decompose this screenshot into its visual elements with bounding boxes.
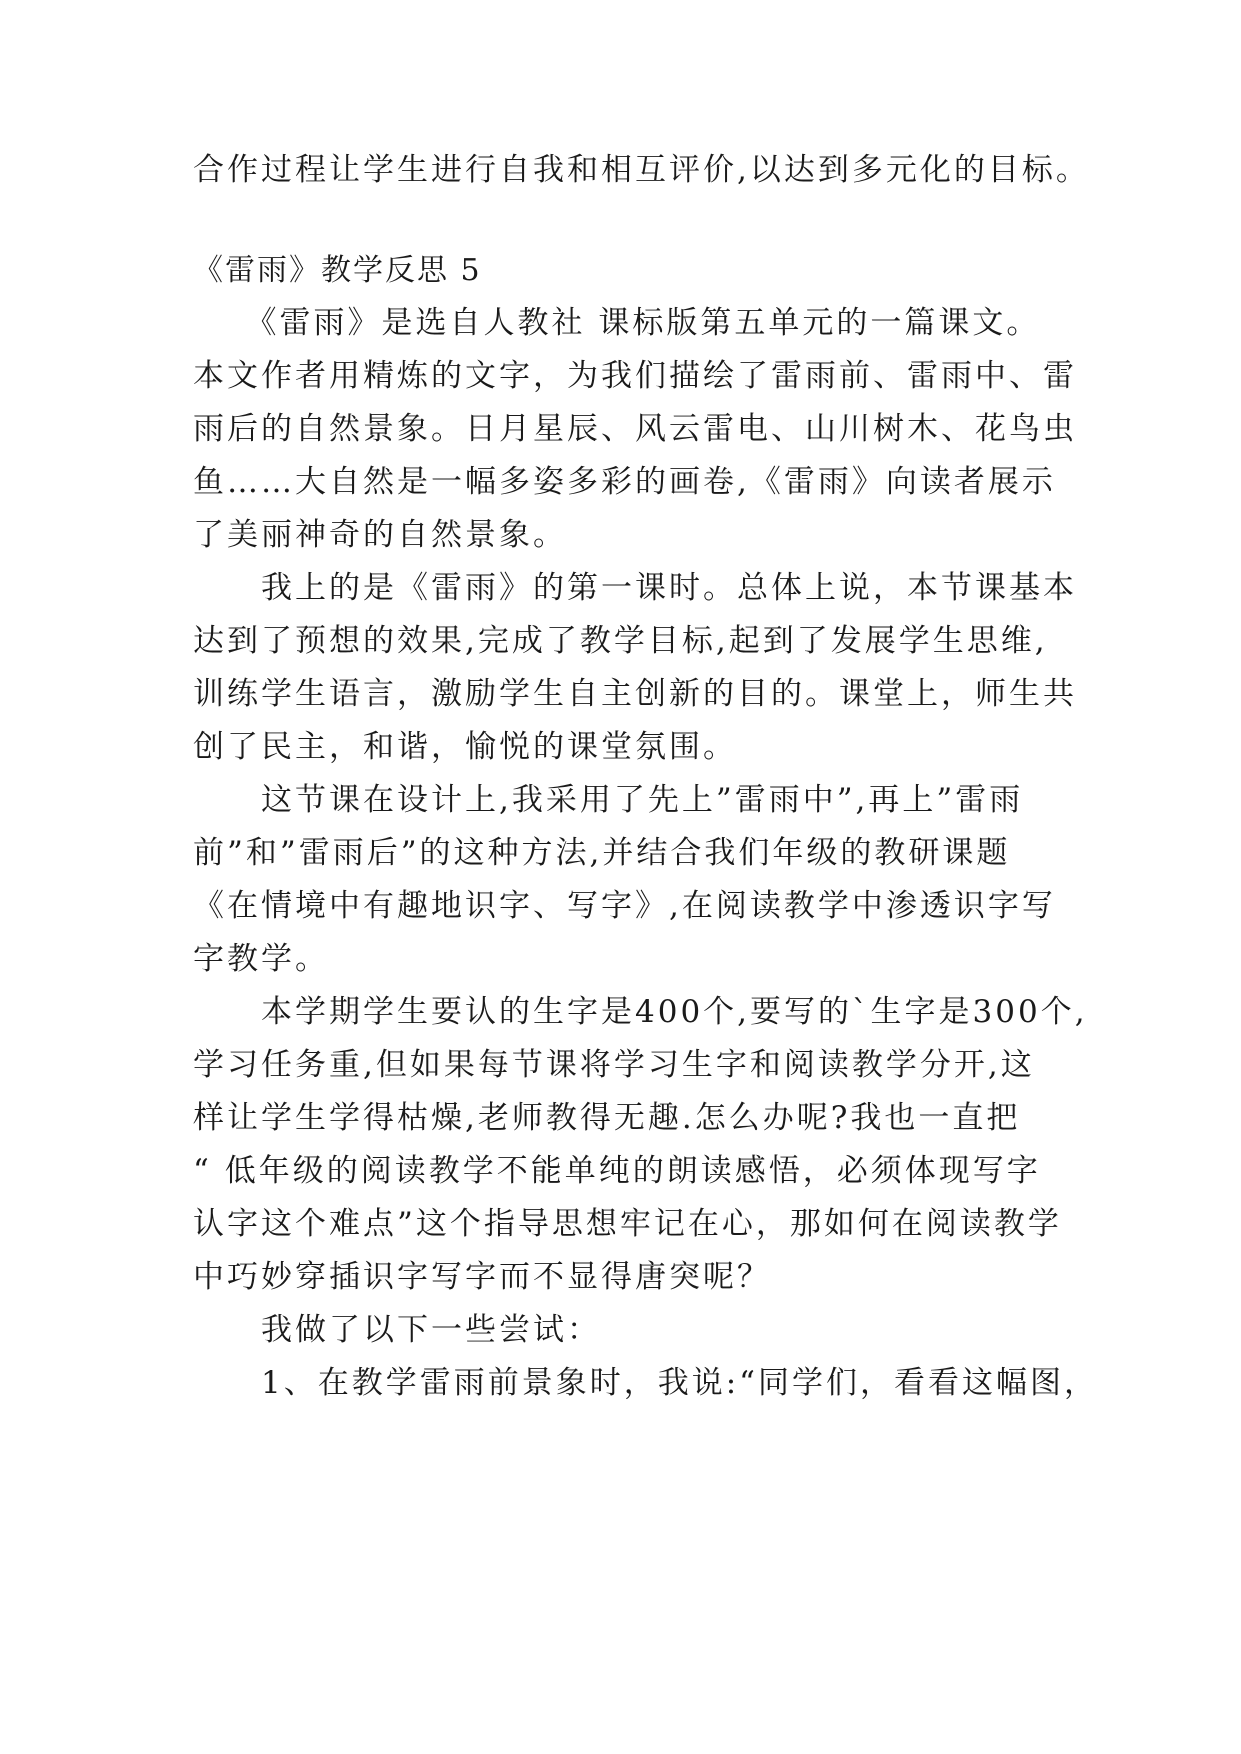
text-line-21: 中巧妙穿插识字写字而不显得唐突呢？ bbox=[193, 1259, 771, 1295]
text-line-16: 本学期学生要认的生字是400个,要写的`生字是300个, bbox=[193, 994, 1088, 1030]
text-line-3: 《雷雨》是选自人教社 课标版第五单元的一篇课文。 bbox=[193, 305, 1041, 341]
text-line-7: 了美丽神奇的自然景象。 bbox=[193, 517, 567, 553]
text-line-12: 这节课在设计上,我采用了先上”雷雨中”,再上”雷雨 bbox=[193, 782, 1024, 818]
text-line-20: 认字这个难点”这个指导思想牢记在心，那如何在阅读教学 bbox=[193, 1206, 1062, 1242]
text-line-9: 达到了预想的效果,完成了教学目标,起到了发展学生思维, bbox=[193, 623, 1048, 659]
text-line-17: 学习任务重,但如果每节课将学习生字和阅读教学分开,这 bbox=[193, 1047, 1035, 1083]
text-line-8: 我上的是《雷雨》的第一课时。总体上说，本节课基本 bbox=[193, 570, 1077, 606]
text-line-11: 创了民主，和谐，愉悦的课堂氛围。 bbox=[193, 729, 737, 765]
text-line-19: “ 低年级的阅读教学不能单纯的朗读感悟，必须体现写字 bbox=[193, 1153, 1041, 1189]
text-line-14: 《在情境中有趣地识字、写字》,在阅读教学中渗透识字写 bbox=[193, 888, 1056, 924]
section-heading: 《雷雨》教学反思 5 bbox=[193, 253, 482, 288]
text-line-4: 本文作者用精炼的文字，为我们描绘了雷雨前、雷雨中、雷 bbox=[193, 358, 1077, 394]
text-line-13: 前”和”雷雨后”的这种方法,并结合我们年级的教研课题 bbox=[193, 835, 1011, 871]
text-line-23: 1、在教学雷雨前景象时，我说:“同学们，看看这幅图， bbox=[193, 1365, 1099, 1401]
text-line-6: 鱼……大自然是一幅多姿多彩的画卷,《雷雨》向读者展示 bbox=[193, 464, 1056, 500]
text-line-15: 字教学。 bbox=[193, 941, 329, 977]
text-line-5: 雨后的自然景象。日月星辰、风云雷电、山川树木、花鸟虫 bbox=[193, 411, 1077, 447]
text-line-22: 我做了以下一些尝试： bbox=[193, 1312, 601, 1348]
text-line-1: 合作过程让学生进行自我和相互评价,以达到多元化的目标。 bbox=[193, 152, 1090, 188]
text-line-10: 训练学生语言，激励学生自主创新的目的。课堂上，师生共 bbox=[193, 676, 1077, 712]
text-line-18: 样让学生学得枯燥,老师教得无趣.怎么办呢?我也一直把 bbox=[193, 1100, 1021, 1136]
